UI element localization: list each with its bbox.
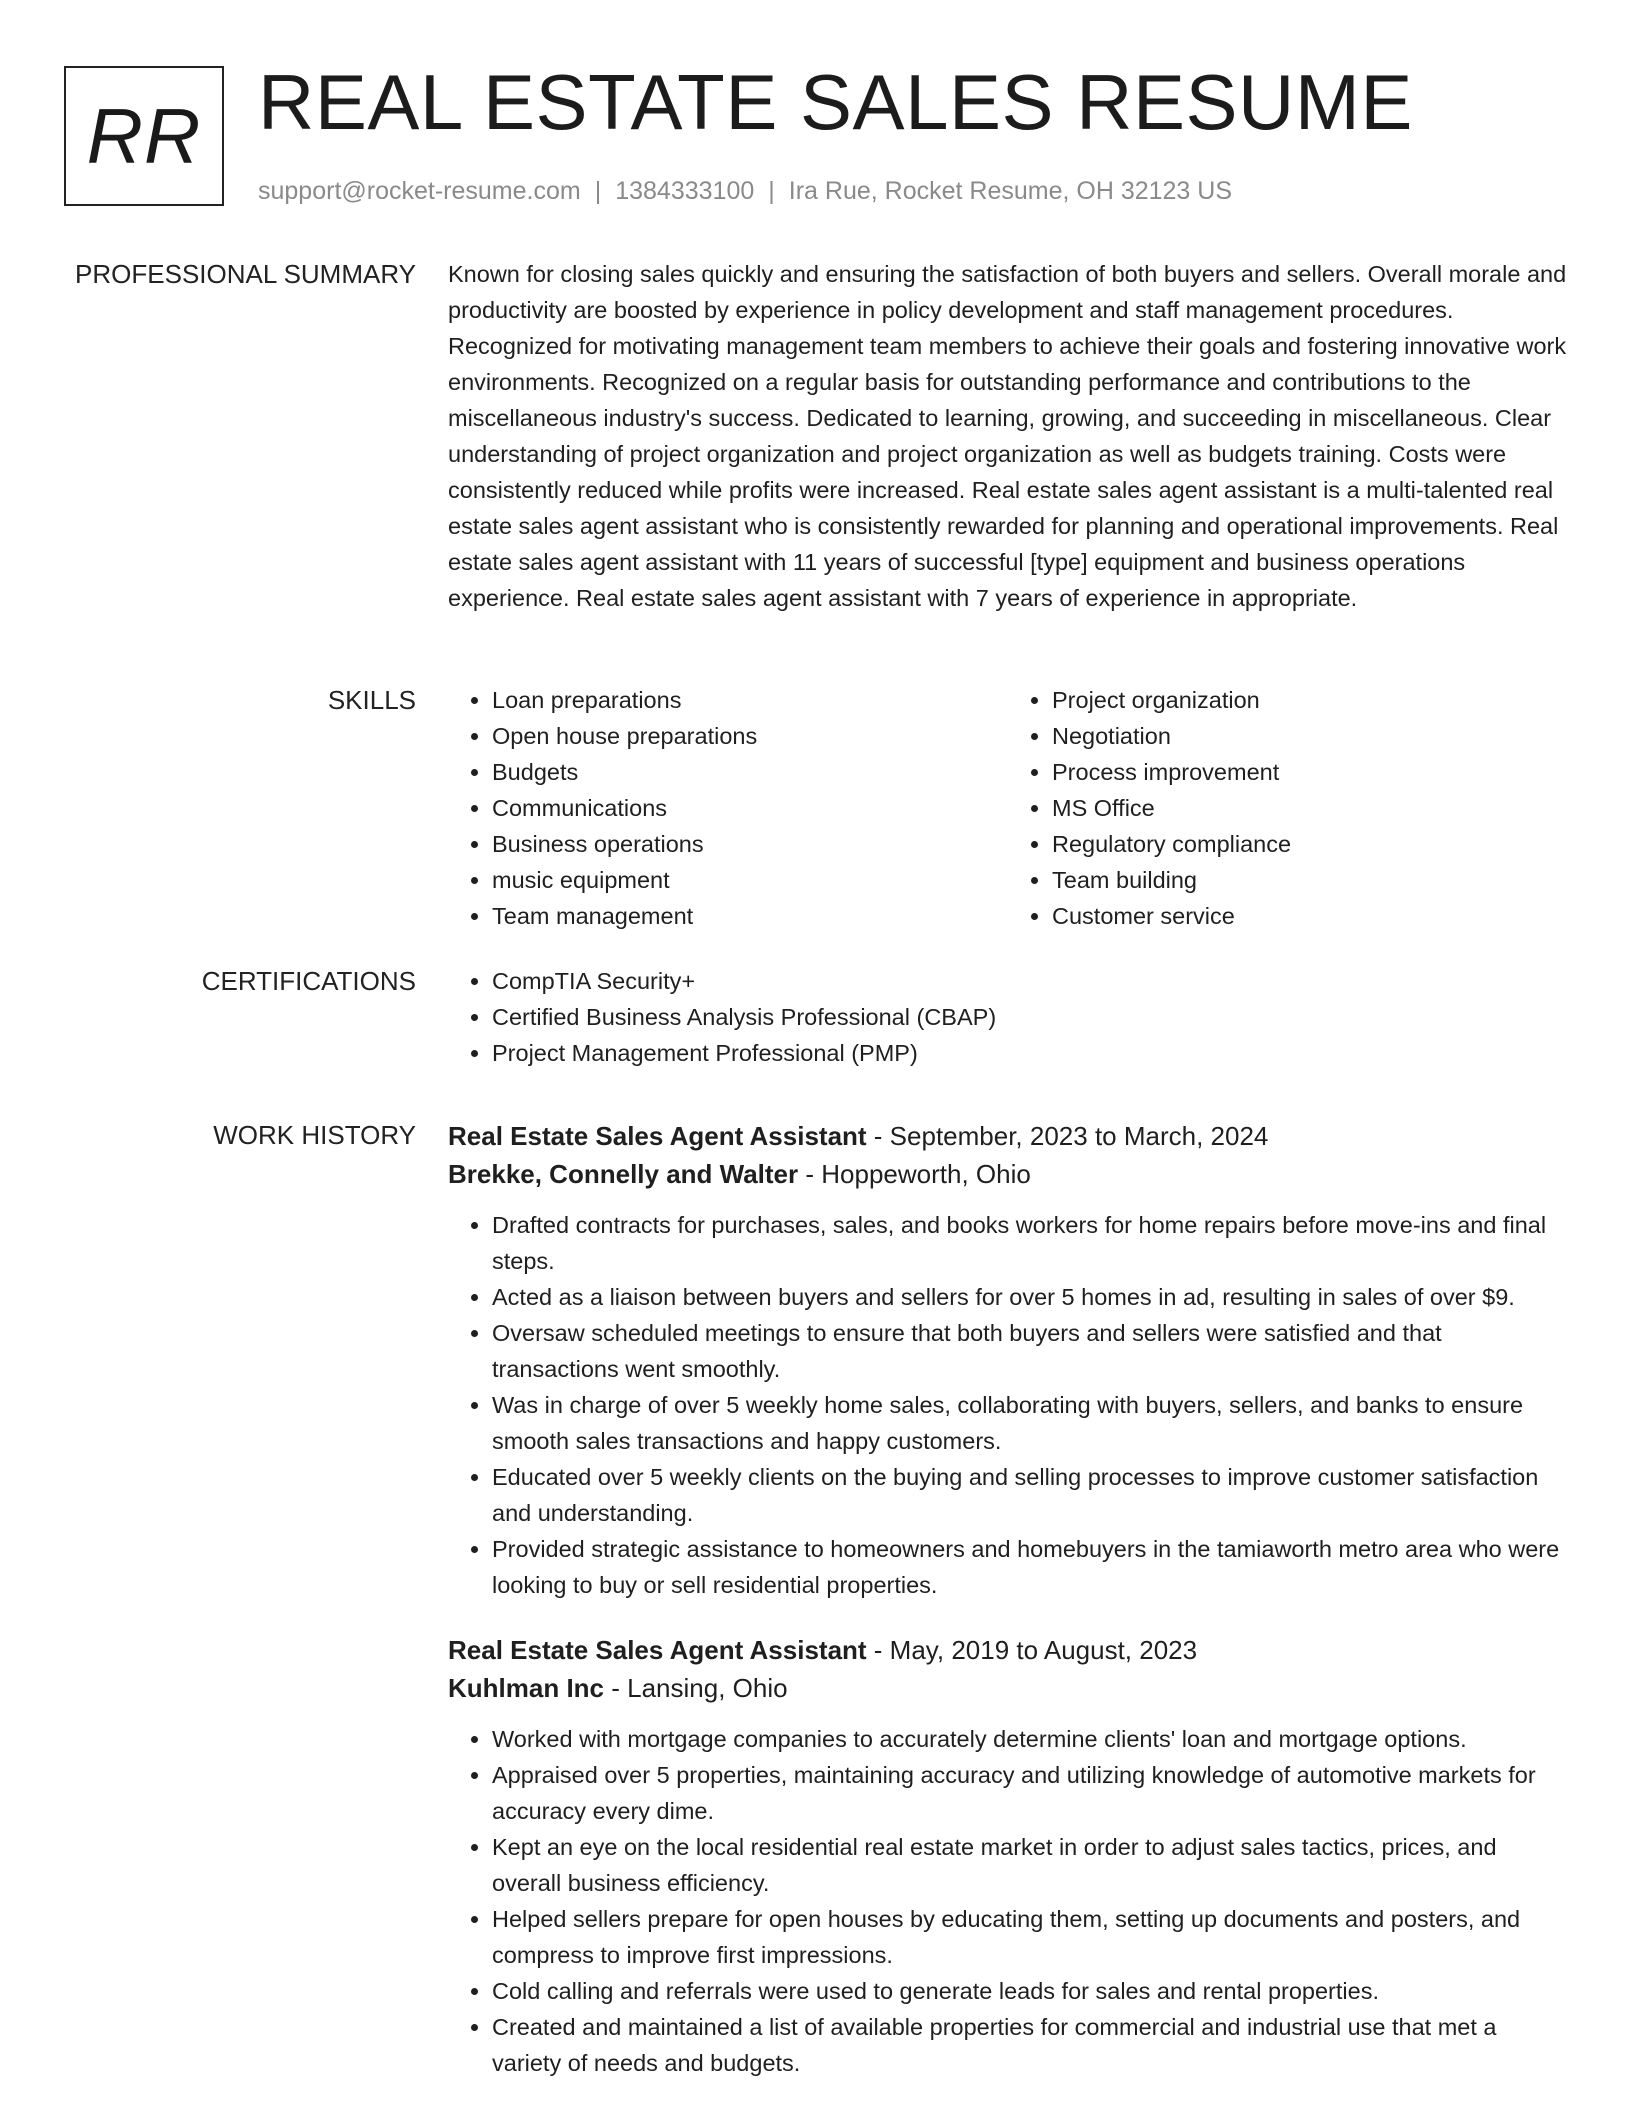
contact-email[interactable]: support@rocket-resume.com — [258, 177, 581, 205]
certification-item: • Project Management Professional (PMP) — [492, 1035, 1568, 1071]
contact-separator: | — [594, 177, 602, 205]
skills-column-right — [1008, 682, 1568, 934]
certification-item: • Certified Business Analysis Professional (CBAP) — [492, 999, 1568, 1035]
job-role: Real Estate Sales Agent Assistant — [448, 1121, 867, 1151]
job-company: Kuhlman Inc — [448, 1673, 605, 1703]
skill-item: • Regulatory compliance — [1052, 826, 1568, 862]
skills-list — [448, 682, 1568, 934]
job-bullet: • Created and maintained a list of available properties for commercial and industrial use that met a variety of needs and budgets. — [492, 2009, 1568, 2081]
certifications-list — [448, 963, 1568, 1071]
job-bullets — [448, 1721, 1568, 2081]
job-company: Brekke, Connelly and Walter — [448, 1159, 799, 1189]
skills-heading: SKILLS — [327, 685, 416, 715]
job-company-line — [448, 1669, 1568, 1707]
skill-item: • Process improvement — [1052, 754, 1568, 790]
contact-separator: | — [768, 177, 775, 205]
skill-item: • Communications — [492, 790, 1008, 826]
job-title-line — [448, 1117, 1568, 1155]
job-entry — [448, 1117, 1568, 1603]
job-location: - Lansing, Ohio — [604, 1673, 788, 1703]
contact-line — [258, 174, 1232, 208]
skills-column-left — [448, 682, 1008, 934]
certification-item: • CompTIA Security+ — [492, 963, 1568, 999]
skill-item: • music equipment — [492, 862, 1008, 898]
work-history-heading: WORK HISTORY — [213, 1120, 416, 1150]
skill-item: • Business operations — [492, 826, 1008, 862]
monogram-logo: RR — [64, 66, 224, 206]
skill-item: • Team building — [1052, 862, 1568, 898]
job-bullet: • Provided strategic assistance to homeowners and homebuyers in the tamiaworth metro area who were looking to buy or sell residential properties. — [492, 1531, 1568, 1603]
job-bullet: • Kept an eye on the local residential real estate market in order to adjust sales tactics, prices, and overall business efficiency. — [492, 1829, 1568, 1901]
job-bullet: • Educated over 5 weekly clients on the buying and selling processes to improve customer satisfaction and understanding. — [492, 1459, 1568, 1531]
skill-item: • Customer service — [1052, 898, 1568, 934]
contact-address: Ira Rue, Rocket Resume, OH 32123 US — [788, 177, 1233, 205]
job-location: - Hoppeworth, Ohio — [798, 1159, 1031, 1189]
job-entry — [448, 1631, 1568, 2081]
summary-heading: PROFESSIONAL SUMMARY — [75, 259, 416, 289]
skill-item: • Negotiation — [1052, 718, 1568, 754]
resume-title: REAL ESTATE SALES RESUME — [258, 58, 1413, 146]
job-bullet: • Helped sellers prepare for open houses by educating them, setting up documents and posters, and compress to improve first impressions. — [492, 1901, 1568, 1973]
summary-text: Known for closing sales quickly and ensuring the satisfaction of both buyers and sellers. Overall morale and productivity are boosted by experience in policy development and staff management procedures. Recognized for motivating management team members to achieve their goals and fostering innovative work environments. Recognized on a regular basis for outstanding performance and contributions to the miscellaneous industry's success. Dedicated to learning, growing, and succeeding in miscellaneous. Clear understanding of project organization and project organization as well as budgets training. Costs were consistently reduced while profits were increased. Real estate sales agent assistant is a multi-talented real estate sales agent assistant who is consistently rewarded for planning and operational improvements. Real estate sales agent assistant with 11 years of successful [type] equipment and business operations experience. Real estate sales agent assistant with 7 years of experience in appropriate. — [448, 261, 1567, 611]
skill-item: • Loan preparations — [492, 682, 1008, 718]
job-title-line — [448, 1631, 1568, 1669]
skill-item: • Budgets — [492, 754, 1008, 790]
skill-item: • MS Office — [1052, 790, 1568, 826]
job-bullet: • Cold calling and referrals were used to generate leads for sales and rental properties. — [492, 1973, 1568, 2009]
job-dates: - September, 2023 to March, 2024 — [866, 1121, 1269, 1151]
job-bullet: • Appraised over 5 properties, maintaining accuracy and utilizing knowledge of automotive markets for accuracy every dime. — [492, 1757, 1568, 1829]
job-bullet: • Drafted contracts for purchases, sales, and books workers for home repairs before move-ins and final steps. — [492, 1207, 1568, 1279]
job-bullet: • Oversaw scheduled meetings to ensure that both buyers and sellers were satisfied and that transactions went smoothly. — [492, 1315, 1568, 1387]
skill-item: • Team management — [492, 898, 1008, 934]
job-bullets — [448, 1207, 1568, 1603]
work-history-list — [448, 1117, 1568, 2081]
skill-item: • Open house preparations — [492, 718, 1008, 754]
job-dates: - May, 2019 to August, 2023 — [866, 1635, 1198, 1665]
job-bullet: • Was in charge of over 5 weekly home sales, collaborating with buyers, sellers, and banks to ensure smooth sales transactions and happy customers. — [492, 1387, 1568, 1459]
job-role: Real Estate Sales Agent Assistant — [448, 1635, 867, 1665]
job-bullet: • Acted as a liaison between buyers and sellers for over 5 homes in ad, resulting in sales of over $9. — [492, 1279, 1568, 1315]
job-company-line — [448, 1155, 1568, 1193]
certifications-heading: CERTIFICATIONS — [201, 966, 416, 996]
job-bullet: • Worked with mortgage companies to accurately determine clients' loan and mortgage options. — [492, 1721, 1568, 1757]
skill-item: • Project organization — [1052, 682, 1568, 718]
contact-phone[interactable]: 1384333100 — [615, 177, 755, 205]
